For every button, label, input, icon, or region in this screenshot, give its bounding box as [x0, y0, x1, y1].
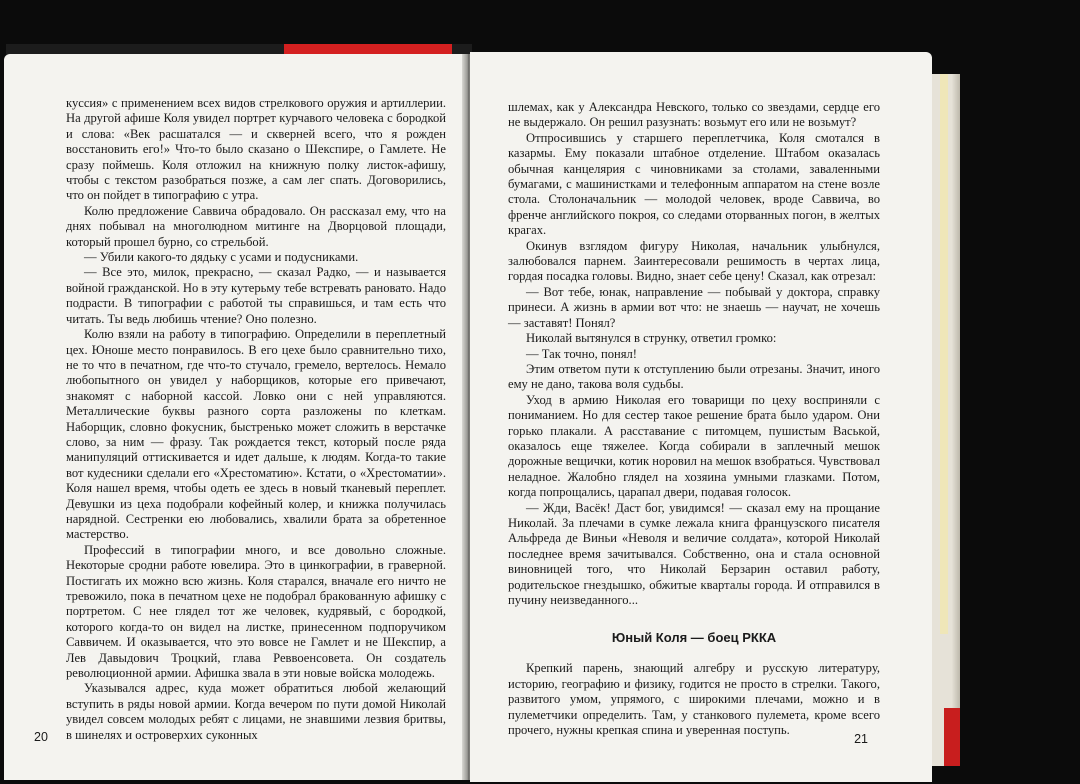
left-page	[4, 54, 466, 780]
right-page-number: 21	[854, 732, 868, 746]
paragraph: шлемах, как у Александра Невского, только со звездами, сердце его не выдержало. Он решил разузнать: возьмут его или не возьмут?	[508, 100, 880, 130]
left-page-text	[66, 96, 446, 743]
paragraph: Отпросившись у старшего переплетчика, Коля смотался в казармы. Ему показали штабное отделение. Штабом оказалась обычная канцелярия с чиновниками за столами, заваленными бумагами, с машинистками и телефонным аппаратом на стене возле стола. Столоначальник — молодой человек, вроде Саввича, во френче английского покроя, со следами оторванных погон, в желтых крагах.	[508, 130, 880, 238]
paragraph: Окинув взглядом фигуру Николая, начальник улыбнулся, залюбовался парнем. Заинтересовали решимость в чертах лица, гордая посадка головы. Видно, знает себе цену! Сказал, как отрезал:	[508, 238, 880, 284]
paragraph: куссия» с применением всех видов стрелкового оружия и артиллерии. На другой афише Коля увидел портрет курчавого человека с бородкой и слова: «Век расшатался — и скверней всего, что я рожден восстановить его!» Что-то было сказано о Шекспире, о Гамлете. Не сразу поймешь. Коля отложил на книжную полку листок-афишу, чтобы с текстом разобраться позже, а сам лег спать. Договорились, что он пойдет в типографию с утра.	[66, 96, 446, 203]
paragraph: — Так точно, понял!	[526, 346, 638, 361]
right-page	[470, 52, 932, 782]
paragraph: — Вот тебе, юнак, направление — побывай у доктора, справку принеси. А жизнь в армии вот что: не знаешь — научат, не хочешь — заставят! Понял?	[508, 284, 880, 330]
paragraph: Николай вытянулся в струнку, ответил громко:	[526, 331, 777, 346]
paragraph: Уход в армию Николая его товарищи по цеху восприняли с пониманием. Но для сестер такое решение брата было ударом. Они горько плакали. А расставание с питомцем, пушистым Васькой, оказалось еще тяжелее. Когда собирали в заплечный мешок дорожные вещички, котик норовил на мешок взобраться. Чувствовал неладное. Жалобно глядел на хозяина умными глазками. Потом, когда попрощались, царапал двери, подавая голосок.	[508, 392, 880, 500]
paragraph: Колю предложение Саввича обрадовало. Он рассказал ему, что на днях побывал на многолюдном митинге на Дворцовой площади, который прошел бурно, со стрельбой.	[66, 203, 446, 249]
page-block-edge-highlight	[940, 74, 948, 634]
paragraph: — Все это, милок, прекрасно, — сказал Радко, — и называется войной гражданской. Но в эту кутерьму тебе встревать рановато. Надо подрасти. В типографии с работой ты справишься, и там есть что читать. Ты ведь любишь чтение? Оно полезно.	[66, 265, 446, 326]
paragraph: Этим ответом пути к отступлению были отрезаны. Значит, иного ему не дано, такова воля судьбы.	[508, 361, 880, 392]
paragraph: Крепкий парень, знающий алгебру и русскую литературу, историю, географию и физику, годится не просто в стрелки. Такого, развитого умом, упрямого, с широкими плечами, можно и в пулеметчики определить. Там, у станкового пулемета, кроме всего прочего, нужны крепкая спина и уверенная поступь.	[508, 661, 880, 738]
red-bookmark-tail	[944, 708, 960, 766]
paragraph: Указывался адрес, куда может обратиться любой желающий вступить в ряды новой армии. Когда вечером по пути домой Николай увидел совсем молодых ребят с лицами, не знавшими лезвия бритвы, в шинелях и островерхих суконных	[66, 681, 446, 742]
right-page-text	[508, 100, 880, 608]
paragraph: — Убили какого-то дядьку с усами и подусниками.	[84, 250, 359, 265]
right-page-text-after-heading	[508, 661, 880, 738]
left-page-number: 20	[34, 730, 48, 744]
chapter-heading: Юный Коля — боец РККА	[611, 630, 777, 646]
paragraph: — Жди, Васёк! Даст бог, увидимся! — сказал ему на прощание Николай. За плечами в сумке лежала книга французского писателя Альфреда де Виньи «Неволя и величие солдата», которой Николай последнее время зачитывался. Собственно, она и стала основной виновницей того, что Николай Берзарин оставил работу, родительское гнездышко, обжитые кварталы города. И отправился в пучину неизведанного...	[508, 500, 880, 607]
paragraph: Профессий в типографии много, и все довольно сложные. Некоторые сродни работе ювелира. Это в цинкографии, в граверной. Постигать их можно всю жизнь. Коля старался, вначале его ничто не тревожило, пока в печатном цехе не подобрал бракованную афишку с портретом. С нее глядел тот же человек, кудрявый, с бородкой, которого когда-то он видел на листке, принесенном подпоручиком Саввичем. И оказывается, что это вовсе не Гамлет и не Шекспир, а Лев Давыдович Троцкий, глава Реввоенсовета. Он создатель революционной армии. Афишка звала в эти новые войска молодежь.	[66, 542, 446, 681]
paragraph: Колю взяли на работу в типографию. Определили в переплетный цех. Юноше место понравилось. В его цехе было сравнительно тихо, не то что в печатном, где что-то стучало, гремело, вертелось. Немало любопытного он увидел у наборщиков, которые его привечают, знакомят с наборной кассой. Ловко они с ней управляются. Металлические буквы разного сорта разложены по клеткам. Наборщик, словно фокусник, быстренько может сложить в верстачке слово, за ним — фразу. Так рождается текст, который после ряда манипуляций оттискивается и идет дальше, к людям. Когда-то такие вот кудесники сделали его «Хрестоматию». Кстати, о «Хрестоматии». Коля нашел время, чтобы одеть ее здесь в новый тканевый переплет. Девушки из цеха подобрали кофейный колер, и книжка получилась нарядной. Сестренки ею любовались, хвалили брата за обретенное мастерство.	[66, 327, 446, 542]
